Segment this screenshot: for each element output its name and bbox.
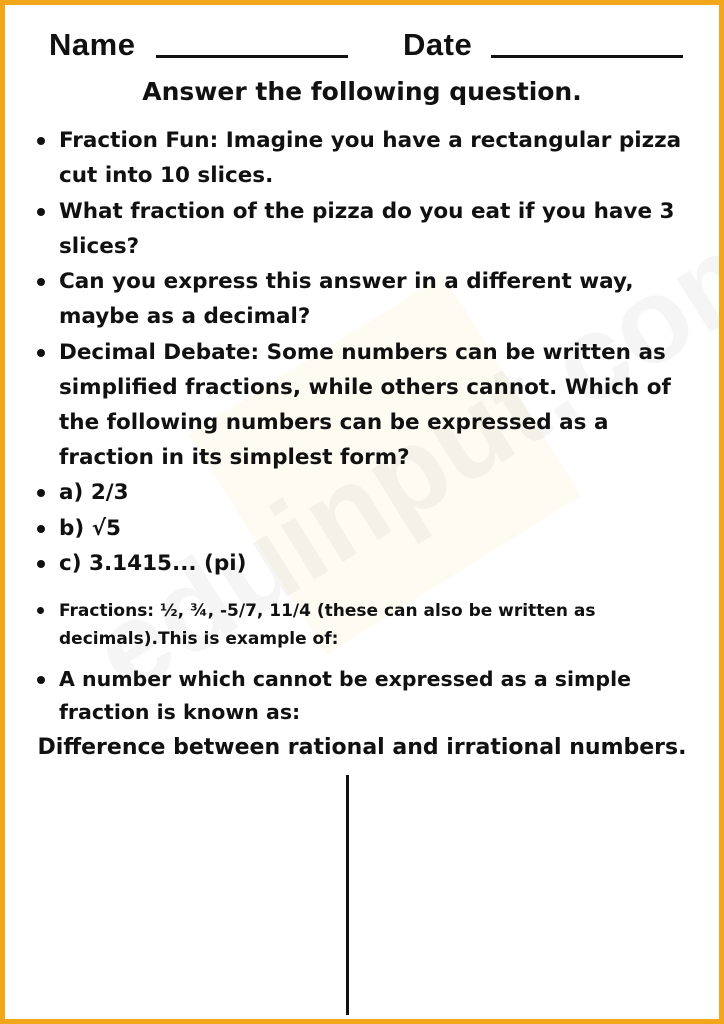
bullet-icon (37, 560, 45, 568)
bullet-icon (37, 525, 45, 533)
option-text: c) 3.1415... (pi) (59, 551, 247, 576)
name-label: Name (49, 27, 136, 62)
list-item (33, 123, 693, 193)
bullet-icon (37, 208, 45, 216)
question-text: Fraction Fun: Imagine you have a rectangular pizza cut into 10 slices. (59, 128, 682, 188)
column-divider-line (346, 775, 349, 1015)
difference-heading: Difference between rational and irrational numbers. (37, 735, 687, 760)
list-item (33, 264, 693, 334)
bullet-icon (37, 489, 45, 497)
option-text: a) 2/3 (59, 480, 129, 505)
list-item (33, 511, 693, 546)
list-item (33, 597, 693, 653)
question-list (33, 123, 693, 582)
list-item (33, 475, 693, 510)
page-title: Answer the following question. (142, 77, 582, 106)
bullet-icon (37, 278, 45, 286)
bullet-icon (37, 137, 45, 145)
bullet-icon (37, 349, 45, 357)
question-text: Fractions: ½, ¾, -5/7, 11/4 (these can also be written as decimals).This is example of: (59, 601, 596, 649)
bullet-icon (37, 607, 44, 614)
date-blank-line[interactable] (491, 55, 683, 58)
list-item (33, 194, 693, 264)
question-text: Decimal Debate: Some numbers can be written as simplified fractions, while others cannot. Which of the following numbers can be expressed as a fraction in its simplest form? (59, 339, 671, 470)
bullet-icon (37, 676, 45, 684)
option-text: b) √5 (59, 515, 122, 541)
question-text: What fraction of the pizza do you eat if you have 3 slices? (59, 198, 675, 259)
list-item (33, 335, 693, 475)
question-text: A number which cannot be expressed as a simple fraction is known as: (59, 667, 631, 724)
question-list-secondary (33, 597, 693, 729)
date-label: Date (403, 27, 473, 62)
question-text: Can you express this answer in a different way, maybe as a decimal? (59, 269, 634, 329)
name-blank-line[interactable] (156, 55, 348, 58)
header-row (43, 27, 681, 67)
list-item (33, 663, 693, 729)
list-item (33, 546, 693, 581)
